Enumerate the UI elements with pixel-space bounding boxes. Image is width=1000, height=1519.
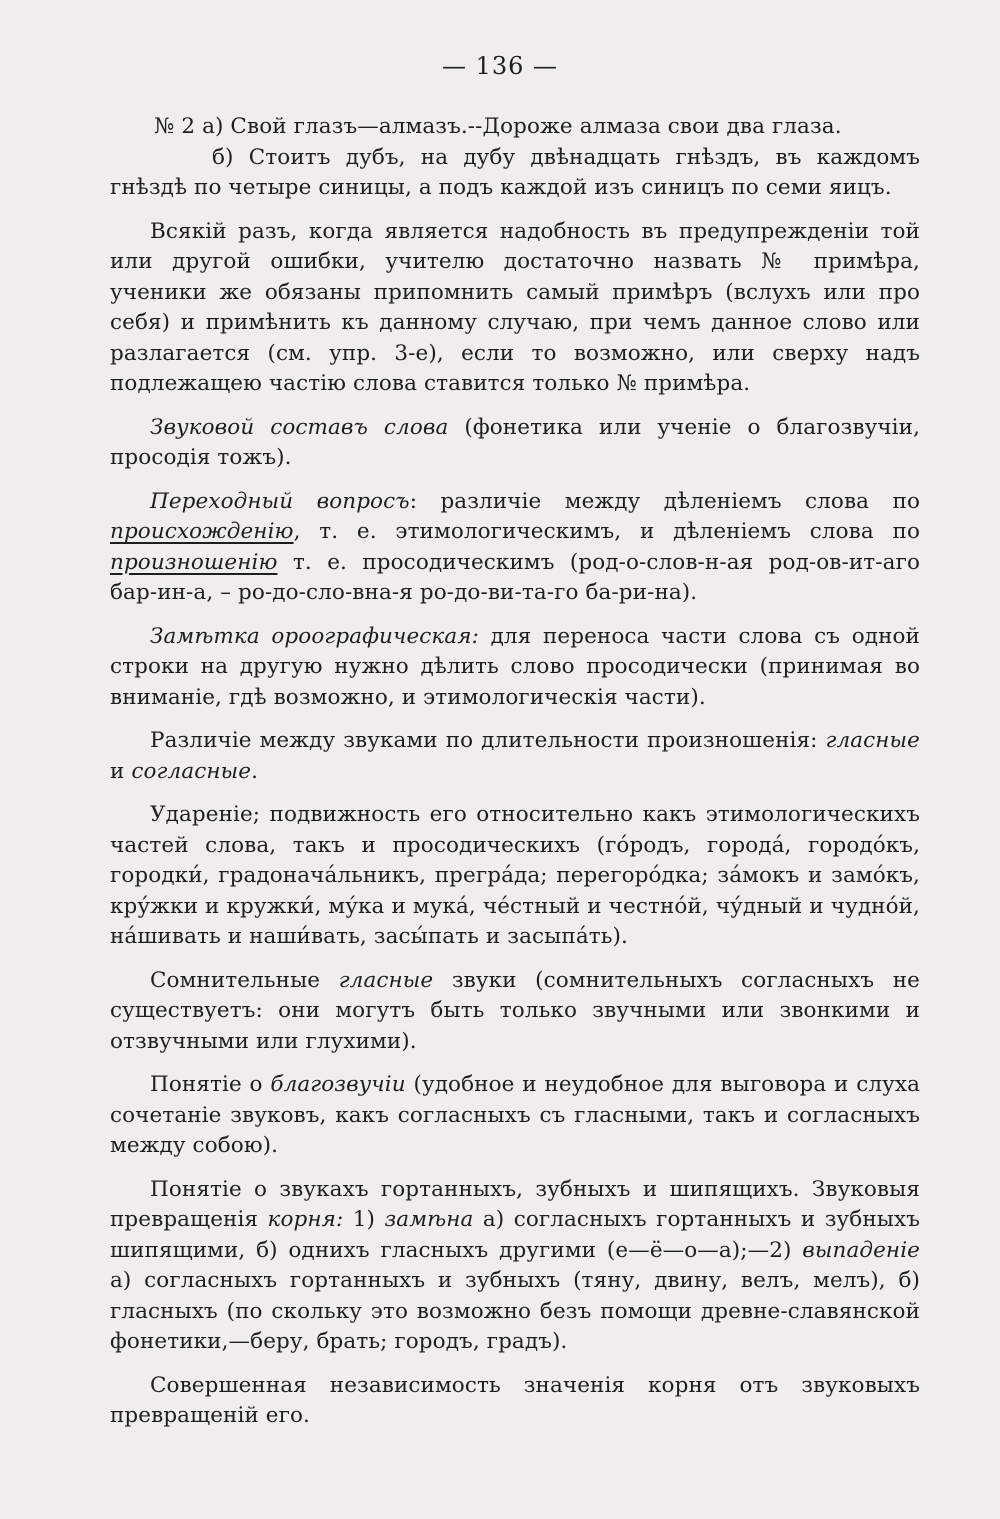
term-elision: выпаденіе (802, 1237, 920, 1263)
term-origin: происхожденію (110, 519, 294, 544)
term-orthographic-note: Замѣтка ороографическая: (150, 623, 479, 649)
paragraph-orthographic-note: Замѣтка ороографическая: для переноса части слова съ одной строки на другую нужно дѣлить слово просодически (принимая во вниманіе, гдѣ возможно, и этимологическія части). (110, 623, 920, 710)
paragraph-transition-question: Переходный вопросъ: различіе между дѣленіемъ слова по происхожденію, т. е. этимологическимъ, и дѣленіемъ слова по произношенію т. е. просодическимъ (род-о-слов-н-ая род-ов-ит-аго бар-ин-а, – ро-до-сло-вна-я ро-до-ви-та-го ба-ри-на). (110, 488, 920, 605)
term-vowels-doubtful: гласные (338, 967, 434, 993)
paragraph-sound-transformations: Понятіе о звукахъ гортанныхъ, зубныхъ и шипящихъ. Звуковыя превращенія корня: 1) замѣна а) согласныхъ гортанныхъ и зубныхъ шипящими, б) однихъ гласныхъ другими (е—ё—о—а);—2) выпаденіе а) согласныхъ гортанныхъ и зубныхъ (тяну, двину, велъ, мелъ), б) гласныхъ (по скольку это возможно безъ помощи древне-славянской фонетики,—беру, брать; городъ, градъ). (110, 1176, 920, 1354)
example-2a: № 2 а) Свой глазъ—алмазъ.--Дороже алмаза свои два глаза. (154, 114, 842, 139)
paragraph-sound-composition: Звуковой составъ слова (фонетика или ученіе о благозвучіи, просодія тожъ). (110, 414, 921, 470)
paragraph-root-independence: Совершенная независимость значенія корня отъ звуковыхъ превращеній его. (110, 1372, 920, 1428)
term-replacement: замѣна (384, 1207, 474, 1232)
term-vowels: гласные (825, 728, 920, 753)
page-body (110, 112, 920, 1432)
term-pronunciation: произношенію (110, 549, 278, 575)
paragraph-sound-length: Различіе между звуками по длительности произношенія: гласные и согласные. (110, 728, 920, 784)
term-sound-composition: Звуковой составъ слова (150, 414, 449, 440)
paragraph-doubtful-sounds: Сомнительные гласные звуки (сомнительныхъ согласныхъ не существуетъ: они могутъ быть только звучными или звонкими и отзвучными или глухими). (110, 967, 920, 1054)
paragraph-usage-note: Всякій разъ, когда является надобность въ предупрежденіи той или другой ошибки, учителю достаточно назвать № примѣра, ученики же обязаны припомнить самый примѣръ (вслухъ или про себя) и примѣнить къ данному случаю, при чемъ данное слово или разлагается (см. упр. 3-е), если то возможно, или сверху надъ подлежащею частію слова ставится только № примѣра. (110, 218, 920, 396)
paragraph-stress: Удареніе; подвижность его относительно какъ этимологическихъ частей слова, такъ и просодическихъ (го́родъ, города́, городо́къ, городки́, градонача́льникъ, прегра́да; перегоро́дка; за́мокъ и замо́къ, кру́жки и кружки́, му́ка и мука́, че́стный и честно́й, чу́дный и чудно́й, на́шивать и наши́вать, засы́пать и засыпа́ть). (110, 802, 920, 949)
term-root: корня: (267, 1207, 344, 1232)
term-consonants: согласные (131, 758, 252, 784)
term-euphony: благозвучіи (270, 1072, 406, 1097)
example-2b: б) Стоитъ дубъ, на дубу двѣнадцать гнѣздъ, въ каждомъ гнѣздѣ по четыре синицы, а подъ каждой изъ синицъ по семи яицъ. (110, 144, 920, 200)
term-transition-question: Переходный вопросъ (150, 488, 410, 514)
paragraph-euphony: Понятіе о благозвучіи (удобное и неудобное для выговора и слуха сочетаніе звуковъ, какъ согласныхъ съ гласными, такъ и согласныхъ между собою). (110, 1072, 920, 1158)
page-number: — 136 — (441, 52, 559, 80)
